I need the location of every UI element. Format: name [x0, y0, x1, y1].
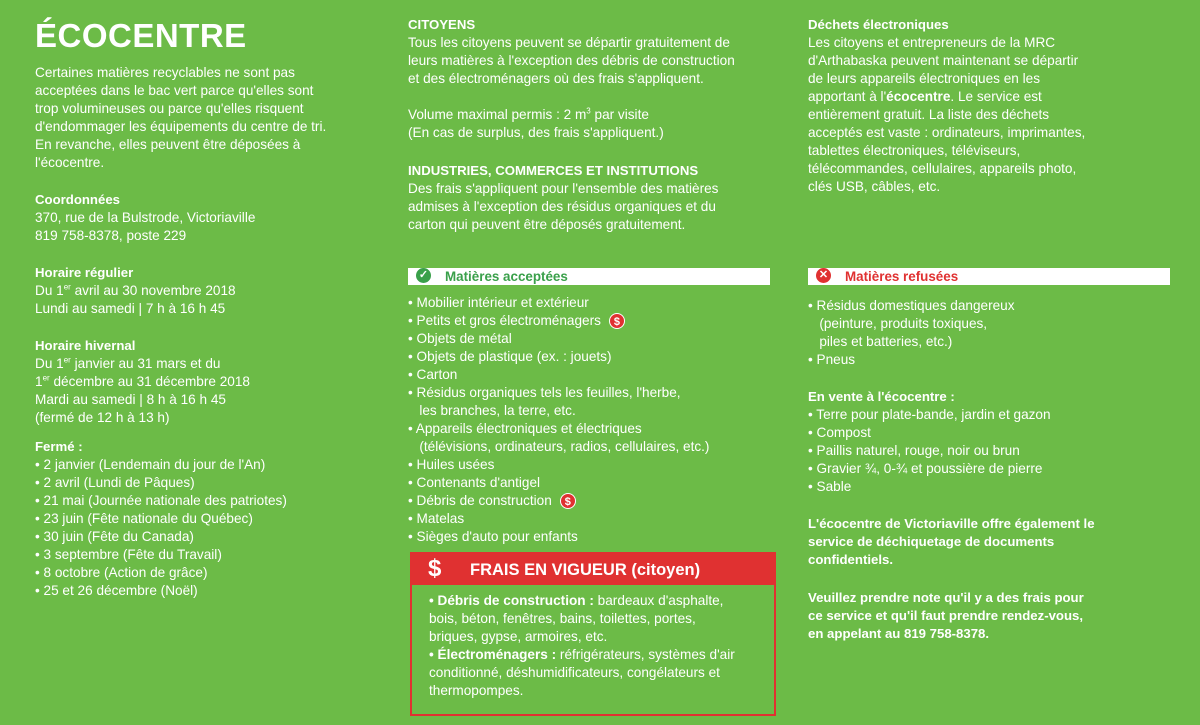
dollar-icon: $	[560, 493, 576, 509]
horaire-hivernal-hours: Mardi au samedi | 8 h à 16 h 45	[35, 392, 226, 407]
dechets-line: entièrement gratuit. La liste des déchets	[808, 107, 1050, 122]
list-item: • Sable	[808, 479, 852, 494]
intro-line: En revanche, elles peuvent être déposées à	[35, 137, 301, 152]
phone: 819 758-8378, poste 229	[35, 228, 187, 243]
dechets-line: de leurs appareils électroniques en les	[808, 71, 1040, 86]
horaire-hivernal-dates-2: 1er décembre au 31 décembre 2018	[35, 373, 250, 389]
dechiquetage-line: L'écocentre de Victoriaville offre également le	[808, 516, 1095, 531]
dechets-line: d'Arthabaska peuvent maintenant se départir	[808, 53, 1079, 68]
frais-body	[429, 592, 769, 700]
frais-electro-line: thermopompes.	[429, 683, 524, 698]
horaire-regulier-dates: Du 1er avril au 30 novembre 2018	[35, 282, 236, 298]
intro-line: d'endommager les équipements du centre de tri.	[35, 119, 327, 134]
rendez-vous-line: Veuillez prendre note qu'il y a des frais pour	[808, 590, 1084, 605]
list-item: • 3 septembre (Fête du Travail)	[35, 547, 222, 562]
dechiquetage-line: confidentiels.	[808, 552, 893, 567]
dechets-line: apportant à l'écocentre. Le service est	[808, 89, 1042, 104]
list-item: • 21 mai (Journée nationale des patriotes)	[35, 493, 287, 508]
list-item: • Débris de construction $	[408, 492, 709, 510]
dechets-line: tablettes électroniques, téléviseurs,	[808, 143, 1021, 158]
list-item: • Huiles usées	[408, 457, 495, 472]
ferme-heading: Fermé :	[35, 439, 83, 454]
volume-max: Volume maximal permis : 2 $m^3$ par visite	[408, 106, 649, 122]
list-item: • 2 avril (Lundi de Pâques)	[35, 475, 195, 490]
en-vente-list	[808, 406, 1051, 496]
list-item: • Résidus organiques tels les feuilles, l'herbe,	[408, 385, 681, 400]
refusees-header-bar	[808, 268, 1170, 285]
list-item: • Objets de plastique (ex. : jouets)	[408, 349, 612, 364]
refusees-section	[808, 297, 1015, 369]
list-item: les branches, la terre, etc.	[408, 403, 576, 418]
dechets-electroniques-section	[808, 16, 1085, 196]
refusees-heading: Matières refusées	[845, 269, 959, 284]
page-title: ÉCOCENTRE	[35, 17, 247, 54]
ferme-list	[35, 456, 287, 600]
list-item: piles et batteries, etc.)	[808, 334, 953, 349]
frais-debris-line: bois, béton, fenêtres, bains, toilettes, portes,	[429, 611, 696, 626]
ici-line: admises à l'exception des résidus organiques et du	[408, 199, 716, 214]
citoyens-heading: CITOYENS	[408, 17, 476, 32]
list-item: • Paillis naturel, rouge, noir ou brun	[808, 443, 1020, 458]
dollar-icon: $	[428, 555, 442, 582]
surplus-note: (En cas de surplus, des frais s'appliquent.)	[408, 125, 664, 140]
dechiquetage-section	[808, 515, 1095, 569]
list-item: • Résidus domestiques dangereux	[808, 298, 1015, 313]
refusees-list	[808, 297, 1015, 369]
dechets-line: télécommandes, cellulaires, appareils photo,	[808, 161, 1077, 176]
list-item: • Compost	[808, 425, 871, 440]
list-item: • Gravier ¾, 0-¾ et poussière de pierre	[808, 461, 1043, 476]
intro-line: l'écocentre.	[35, 155, 105, 170]
horaire-regulier-hours: Lundi au samedi | 7 h à 16 h 45	[35, 301, 226, 316]
list-item: (télévisions, ordinateurs, radios, cellulaires, etc.)	[408, 439, 710, 454]
acceptees-list	[408, 294, 709, 546]
list-item: • Petits et gros électroménagers $	[408, 312, 709, 330]
horaire-hivernal-heading: Horaire hivernal	[35, 338, 136, 353]
coordonnees-section	[35, 191, 255, 245]
list-item: • Carton	[408, 367, 458, 382]
dechiquetage-line: service de déchiquetage de documents	[808, 534, 1055, 549]
rendez-vous-section	[808, 589, 1084, 643]
intro-line: acceptées dans le bac vert parce qu'elles sont	[35, 83, 314, 98]
frais-title: FRAIS EN VIGUEUR (citoyen)	[470, 561, 701, 579]
list-item: • 8 octobre (Action de grâce)	[35, 565, 208, 580]
address: 370, rue de la Bulstrode, Victoriaville	[35, 210, 256, 225]
acceptees-section	[408, 294, 709, 546]
citoyens-section	[408, 16, 735, 142]
list-item: • Objets de métal	[408, 331, 512, 346]
dechets-heading: Déchets électroniques	[808, 17, 949, 32]
acceptees-header-bar	[408, 268, 770, 285]
horaire-regulier-section	[35, 264, 236, 318]
citoyens-line: Tous les citoyens peuvent se départir gratuitement de	[408, 35, 730, 50]
frais-electro-line: conditionné, déshumidificateurs, congélateurs et	[429, 665, 720, 680]
rendez-vous-line: en appelant au 819 758-8378.	[808, 626, 990, 641]
horaire-hivernal-dates-1: Du 1er janvier au 31 mars et du	[35, 355, 221, 371]
horaire-hivernal-section	[35, 337, 250, 427]
list-item: • Appareils électroniques et électriques	[408, 421, 642, 436]
intro-line: trop volumineuses ou parce qu'elles risquent	[35, 101, 304, 116]
citoyens-line: et des électroménagers où des frais s'appliquent.	[408, 71, 704, 86]
citoyens-line: leurs matières à l'exception des débris de construction	[408, 53, 735, 68]
coordonnees-heading: Coordonnées	[35, 192, 120, 207]
frais-box	[410, 552, 776, 716]
list-item: • Pneus	[808, 352, 856, 367]
ici-heading: INDUSTRIES, COMMERCES ET INSTITUTIONS	[408, 163, 699, 178]
x-circle-icon: ✕	[816, 268, 831, 283]
check-circle-icon: ✓	[416, 268, 431, 283]
en-vente-heading: En vente à l'écocentre :	[808, 389, 955, 404]
horaire-regulier-heading: Horaire régulier	[35, 265, 134, 280]
ici-line: carton qui peuvent être déposés gratuitement.	[408, 217, 686, 232]
en-vente-section	[808, 388, 1051, 496]
list-item: • 25 et 26 décembre (Noël)	[35, 583, 198, 598]
rendez-vous-line: ce service et qu'il faut prendre rendez-vous,	[808, 608, 1084, 623]
acceptees-heading: Matières acceptées	[445, 269, 568, 284]
list-item: • 2 janvier (Lendemain du jour de l'An)	[35, 457, 266, 472]
list-item: • Terre pour plate-bande, jardin et gazon	[808, 407, 1051, 422]
horaire-hivernal-note: (fermé de 12 h à 13 h)	[35, 410, 170, 425]
list-item: • Contenants d'antigel	[408, 475, 541, 490]
ici-section	[408, 162, 718, 234]
ici-line: Des frais s'appliquent pour l'ensemble des matières	[408, 181, 719, 196]
list-item: (peinture, produits toxiques,	[808, 316, 988, 331]
frais-header	[412, 554, 774, 585]
list-item: • 30 juin (Fête du Canada)	[35, 529, 194, 544]
list-item: • Sièges d'auto pour enfants	[408, 529, 578, 544]
dechets-line: acceptés est vaste : ordinateurs, imprimantes,	[808, 125, 1086, 140]
frais-debris-line: • Débris de construction : bardeaux d'asphalte,	[429, 593, 724, 608]
intro-paragraph	[35, 64, 326, 172]
dollar-icon: $	[609, 313, 625, 329]
list-item: • Matelas	[408, 511, 465, 526]
frais-debris-line: briques, gypse, armoires, etc.	[429, 629, 608, 644]
list-item: • Mobilier intérieur et extérieur	[408, 295, 589, 310]
list-item: • 23 juin (Fête nationale du Québec)	[35, 511, 253, 526]
dechets-line: Les citoyens et entrepreneurs de la MRC	[808, 35, 1056, 50]
dechets-line: clés USB, câbles, etc.	[808, 179, 941, 194]
intro-line: Certaines matières recyclables ne sont pas	[35, 65, 295, 80]
frais-electro-line: • Électroménagers : réfrigérateurs, systèmes d'air	[429, 647, 735, 662]
ferme-section	[35, 438, 287, 600]
